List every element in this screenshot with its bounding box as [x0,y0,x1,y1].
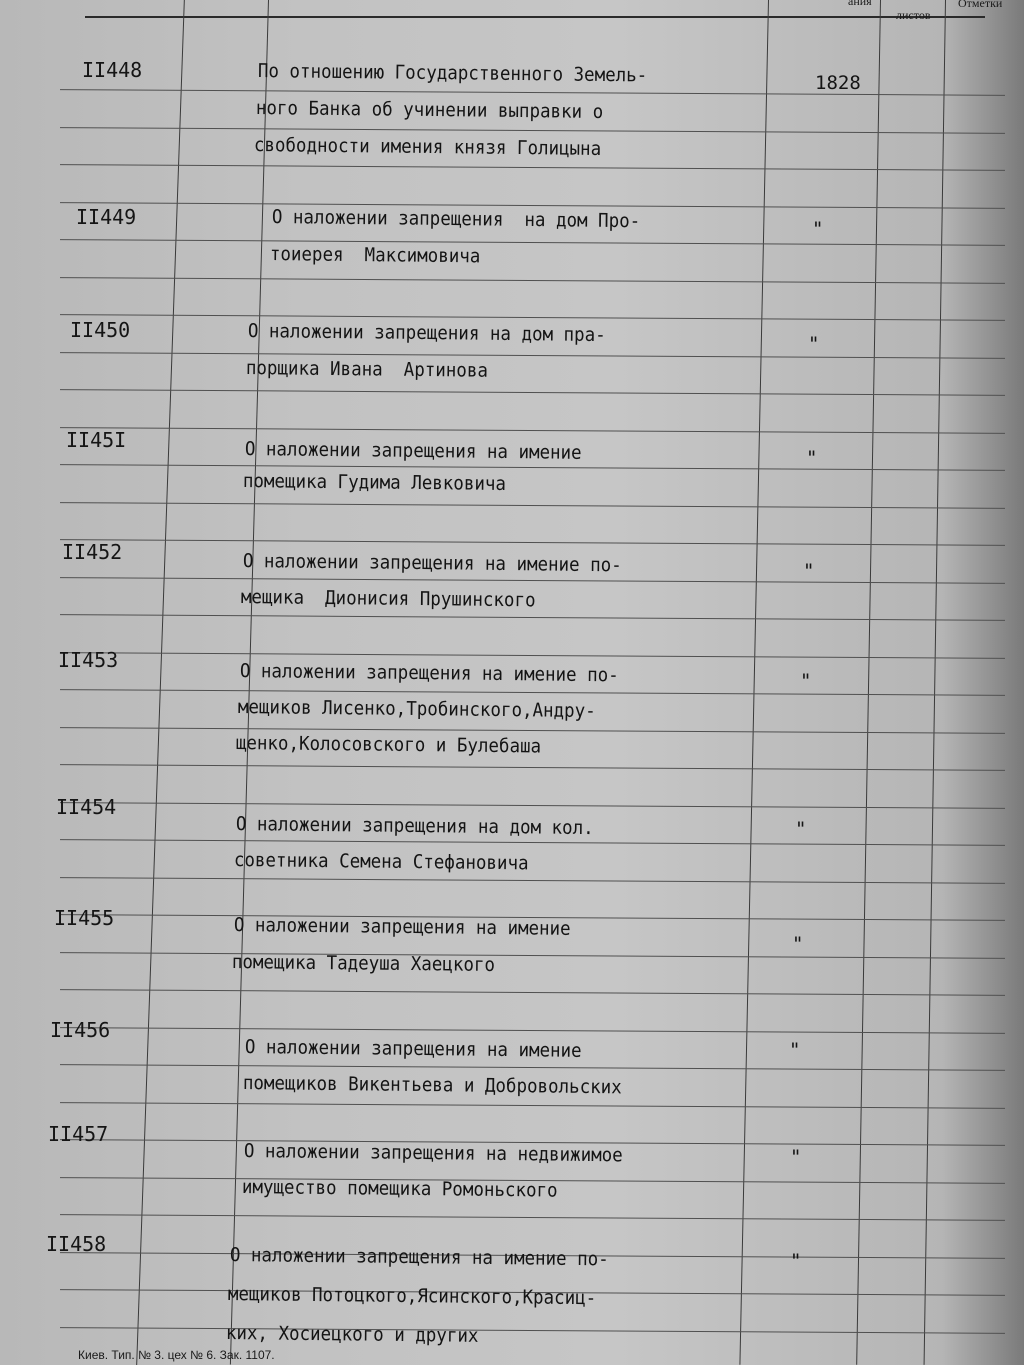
record-year: " [803,560,815,582]
ruled-line [60,89,1005,96]
record-title-line: О наложении запрещения на имение [244,1036,582,1062]
column-rule-number [136,0,185,1365]
ruled-line [60,389,1005,396]
ruled-line [60,539,1005,546]
record-year: " [808,333,820,355]
ruled-line [60,314,1005,321]
record-title-line: советника Семена Стефановича [233,849,529,875]
record-year: " [812,218,824,240]
record-title-line: О наложении запрещения на имение [233,914,571,940]
column-rule-sheets [856,0,881,1365]
record-number: II450 [70,318,131,342]
record-year: " [789,1039,801,1061]
record-number: II45I [66,428,127,452]
ruled-line [60,764,1005,771]
record-number: II449 [76,205,137,229]
record-title-line: О наложении запрещения на дом пра- [247,320,606,347]
record-title-line: помещиков Викентьева и Добровольских [242,1072,622,1099]
ruled-line [60,502,1005,509]
record-title-line: ного Банка об учинении выправки о [255,97,604,123]
record-title-line: О наложении запрещения на имение по- [242,550,622,577]
ruled-line [60,1214,1005,1221]
record-title-line: имущество помещика Ромоньского [241,1176,558,1202]
record-year: " [795,818,807,840]
record-title-line: О наложении запрещения на недвижимое [243,1140,623,1167]
record-title-line: О наложении запрещения на дом кол. [235,813,594,840]
record-year: " [790,1250,802,1272]
ruled-line [60,877,1005,884]
record-number: II453 [58,648,119,672]
ruled-line [60,614,1005,621]
record-year: " [792,933,804,955]
header-col-sheets: листов [896,8,931,22]
record-title-line: По отношению Государственного Земель- [257,60,648,87]
ruled-line [60,689,1005,696]
record-title-line: тоиерея Максимовича [269,243,481,268]
ruled-line [60,802,1005,809]
record-number: II456 [50,1018,111,1042]
record-title-line: мещиков Лисенко,Тробинского,Андру- [237,696,596,723]
ruled-line [60,839,1005,846]
ruled-line [60,1064,1005,1071]
ruled-line [60,464,1005,471]
ruled-line [60,1102,1005,1109]
record-year: 1828 [815,72,861,94]
ruled-line [60,577,1005,584]
ruled-line [60,202,1005,209]
record-title-line: О наложении запрещения на дом Про- [271,206,641,233]
record-title-line: ких, Хосиецкого и других [225,1322,479,1347]
record-title-line: мещиков Потоцкого,Ясинского,Красиц- [227,1283,597,1310]
record-number: II448 [82,58,143,82]
record-year: " [790,1146,802,1168]
record-title-line: О наложении запрещения на имение [244,438,582,464]
record-number: II454 [56,795,117,819]
column-rule-notes [924,0,946,1365]
printer-imprint: Киев. Тип. № 3. цех № 6. Зак. 1107. [78,1348,275,1362]
record-title-line: мещика Дионисия Прушинского [240,586,536,612]
record-number: II458 [46,1232,107,1256]
ruled-line [60,1027,1005,1034]
record-title-line: свободности имения князя Голицына [253,134,602,160]
ruled-line [60,127,1005,134]
record-title-line: помещика Гудима Левковича [242,470,507,495]
record-title-line: порщика Ивана Артинова [245,357,489,382]
ruled-line [60,1327,1005,1334]
record-year: " [806,447,818,469]
ruled-line [60,352,1005,359]
ruled-line [60,427,1005,434]
ruled-line [60,239,1005,246]
header-col-notes: Отметки [958,0,1003,10]
record-title-line: щенко,Колосовского и Булебаша [235,732,542,758]
record-number: II455 [54,906,115,930]
header-rule [85,16,985,18]
record-number: II457 [48,1122,109,1146]
ruled-line [60,727,1005,734]
ruled-line [60,652,1005,659]
record-year: " [800,670,812,692]
record-title-line: О наложении запрещения на имение по- [239,660,619,687]
record-title-line: помещика Тадеуша Хаецкого [231,951,496,976]
record-title-line: О наложении запрещения на имение по- [229,1244,609,1271]
ruled-line [60,164,1005,171]
header-col-purpose: ания [848,0,872,8]
record-number: II452 [62,540,123,564]
ruled-line [60,277,1005,284]
column-rule-year [739,0,769,1365]
